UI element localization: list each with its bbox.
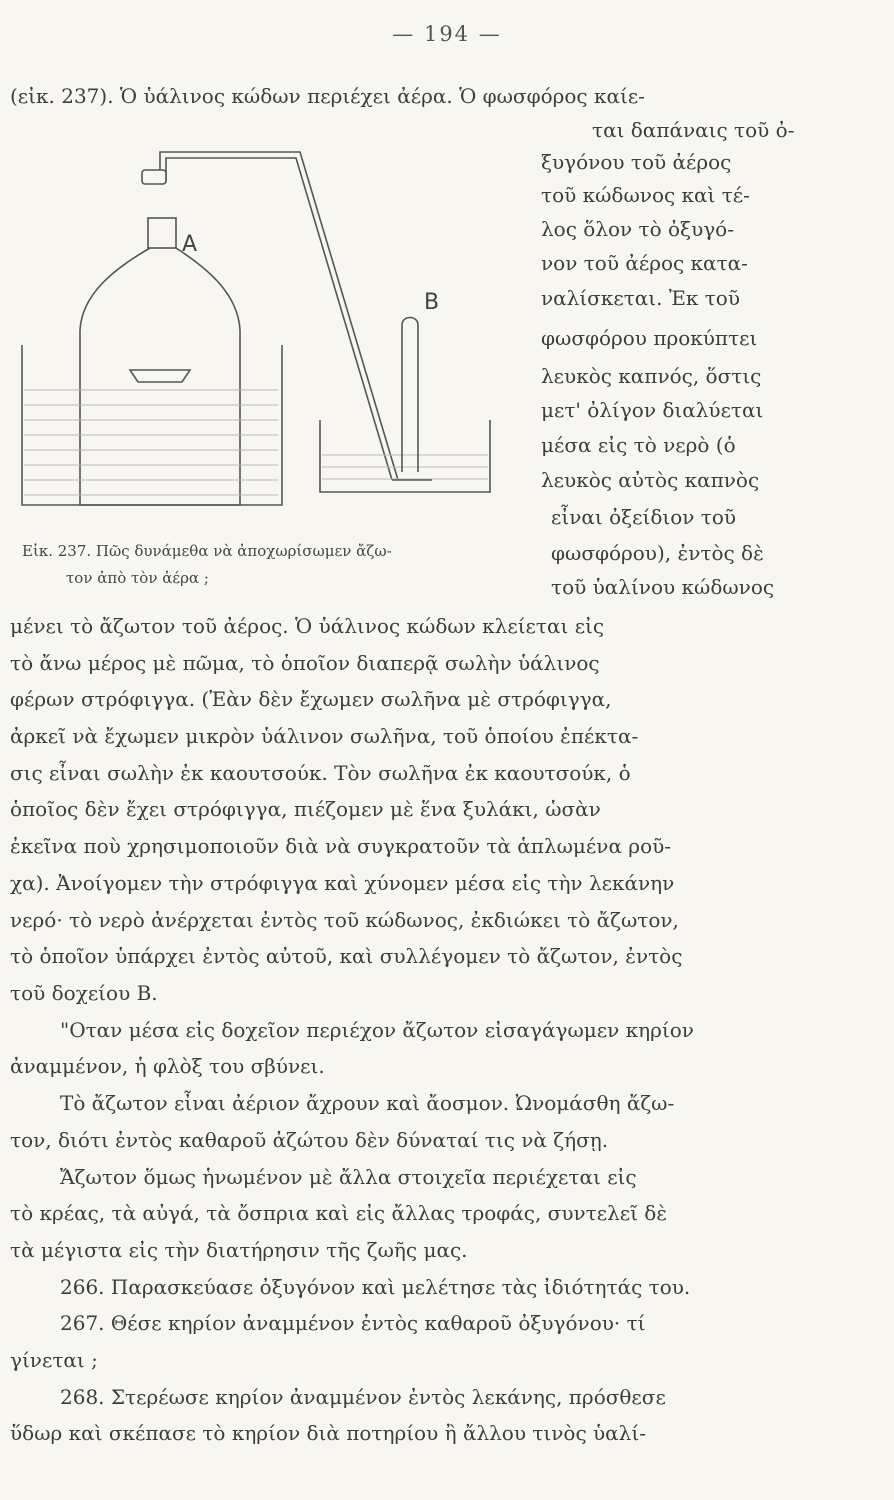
text-line: ναλίσκεται. Ἐκ τοῦ <box>541 286 741 310</box>
text-line: τον, διότι ἐντὸς καθαροῦ ἀζώτου δὲν δύναταί τις νὰ ζήσῃ. <box>10 1128 609 1152</box>
basin-left <box>22 345 282 505</box>
stopper <box>148 218 176 248</box>
text-line: φωσφόρου), ἐντὸς δὲ <box>551 541 764 565</box>
figure-caption: τον ἀπὸ τὸν ἀέρα ; <box>66 569 209 587</box>
text-line: ἐκεῖνα ποὺ χρησιμοποιοῦν διὰ νὰ συγκρατοῦν τὰ ἁπλωμένα ροῦ- <box>10 834 672 858</box>
text-line: ται δαπάναις τοῦ ὀ- <box>592 118 795 142</box>
figure-label-b: B <box>424 290 440 315</box>
text-line: τὸ ὁποῖον ὑπάρχει ἐντὸς αὐτοῦ, καὶ συλλέγομεν τὸ ἄζωτον, ἐντὸς <box>10 944 683 968</box>
text-line: γίνεται ; <box>10 1348 98 1372</box>
text-line: ξυγόνου τοῦ ἀέρος <box>541 150 732 174</box>
text-line: μέσα εἰς τὸ νερὸ (ὁ <box>541 433 736 457</box>
text-line: ὕδωρ καὶ σκέπασε τὸ κηρίον διὰ ποτηρίου ἢ ἄλλου τινὸς ὑαλί- <box>10 1421 646 1445</box>
apparatus-figure <box>20 120 500 520</box>
text-line: 267. Θέσε κηρίον ἀναμμένον ἐντὸς καθαροῦ ὀξυγόνου· τί <box>60 1311 646 1335</box>
text-line: τὸ κρέας, τὰ αὐγά, τὰ ὄσπρια καὶ εἰς ἄλλας τροφάς, συντελεῖ δὲ <box>10 1201 668 1225</box>
text-line: λευκὸς καπνός, ὅστις <box>541 364 762 388</box>
text-line: νερό· τὸ νερὸ ἀνέρχεται ἐντὸς τοῦ κώδωνος, ἐκδιώκει τὸ ἄζωτον, <box>10 908 679 932</box>
text-line: 266. Παρασκεύασε ὀξυγόνον καὶ μελέτησε τὰς ἰδιότητάς του. <box>60 1275 691 1299</box>
text-line: τὰ μέγιστα εἰς τὴν διατήρησιν τῆς ζωῆς μας. <box>10 1238 468 1262</box>
text-line: τοῦ ὑαλίνου κώδωνος <box>551 575 775 599</box>
stopcock <box>142 170 166 184</box>
text-line: (εἰκ. 237). Ὁ ὑάλινος κώδων περιέχει ἀέρα. Ὁ φωσφόρος καίε- <box>10 84 645 108</box>
collecting-tube <box>402 318 418 473</box>
text-line: Τὸ ἄζωτον εἶναι ἀέριον ἄχρουν καὶ ἄοσμον. Ὠνομάσθη ἄζω- <box>60 1091 675 1115</box>
text-line: ὁποῖος δὲν ἔχει στρόφιγγα, πιέζομεν μὲ ἕνα ξυλάκι, ὡσὰν <box>10 797 601 821</box>
text-line: Ἄζωτον ὅμως ἡνωμένον μὲ ἄλλα στοιχεῖα περιέχεται εἰς <box>60 1165 637 1189</box>
text-line: λος ὅλον τὸ ὀξυγό- <box>541 217 734 241</box>
text-line: ἀρκεῖ νὰ ἔχωμεν μικρὸν ὑάλινον σωλῆνα, τοῦ ὁποίου ἐπέκτα- <box>10 724 639 748</box>
text-line: χα). Ἀνοίγομεν τὴν στρόφιγγα καὶ χύνομεν μέσα εἰς τὴν λεκάνην <box>10 871 675 895</box>
bell-jar <box>80 248 240 505</box>
delivery-tube <box>160 152 398 480</box>
phosphorus-dish <box>130 370 190 382</box>
basin-right <box>320 420 490 492</box>
figure-label-a: A <box>182 232 198 257</box>
text-line: εἶναι ὀξείδιον τοῦ <box>551 505 737 529</box>
text-line: νον τοῦ ἀέρος κατα- <box>541 251 748 275</box>
text-line: σις εἶναι σωλὴν ἐκ καουτσούκ. Τὸν σωλῆνα ἐκ καουτσούκ, ὁ <box>10 761 631 785</box>
text-line: τοῦ κώδωνος καὶ τέ- <box>541 183 750 207</box>
text-line: φωσφόρου προκύπτει <box>541 326 758 350</box>
text-line: φέρων στρόφιγγα. (Ἐὰν δὲν ἔχωμεν σωλῆνα μὲ στρόφιγγα, <box>10 687 612 711</box>
text-line: μετ' ὀλίγον διαλύεται <box>541 398 764 422</box>
text-line: "Οταν μέσα εἰς δοχεῖον περιέχον ἄζωτον εἰσαγάγωμεν κηρίον <box>60 1018 694 1042</box>
text-line: ἀναμμένον, ἡ φλὸξ του σβύνει. <box>10 1054 325 1078</box>
text-line: 268. Στερέωσε κηρίον ἀναμμένον ἐντὸς λεκάνης, πρόσθεσε <box>60 1385 666 1409</box>
text-line: τὸ ἄνω μέρος μὲ πῶμα, τὸ ὁποῖον διαπερᾷ σωλὴν ὑάλινος <box>10 651 600 675</box>
text-line: μένει τὸ ἄζωτον τοῦ ἀέρος. Ὁ ὑάλινος κώδων κλείεται εἰς <box>10 614 605 638</box>
page-number: — 194 — <box>392 22 502 46</box>
text-line: λευκὸς αὐτὸς καπνὸς <box>541 468 760 492</box>
text-line: τοῦ δοχείου Β. <box>10 981 158 1005</box>
figure-caption: Εἰκ. 237. Πῶς δυνάμεθα νὰ ἀποχωρίσωμεν ἄζω- <box>22 542 392 560</box>
